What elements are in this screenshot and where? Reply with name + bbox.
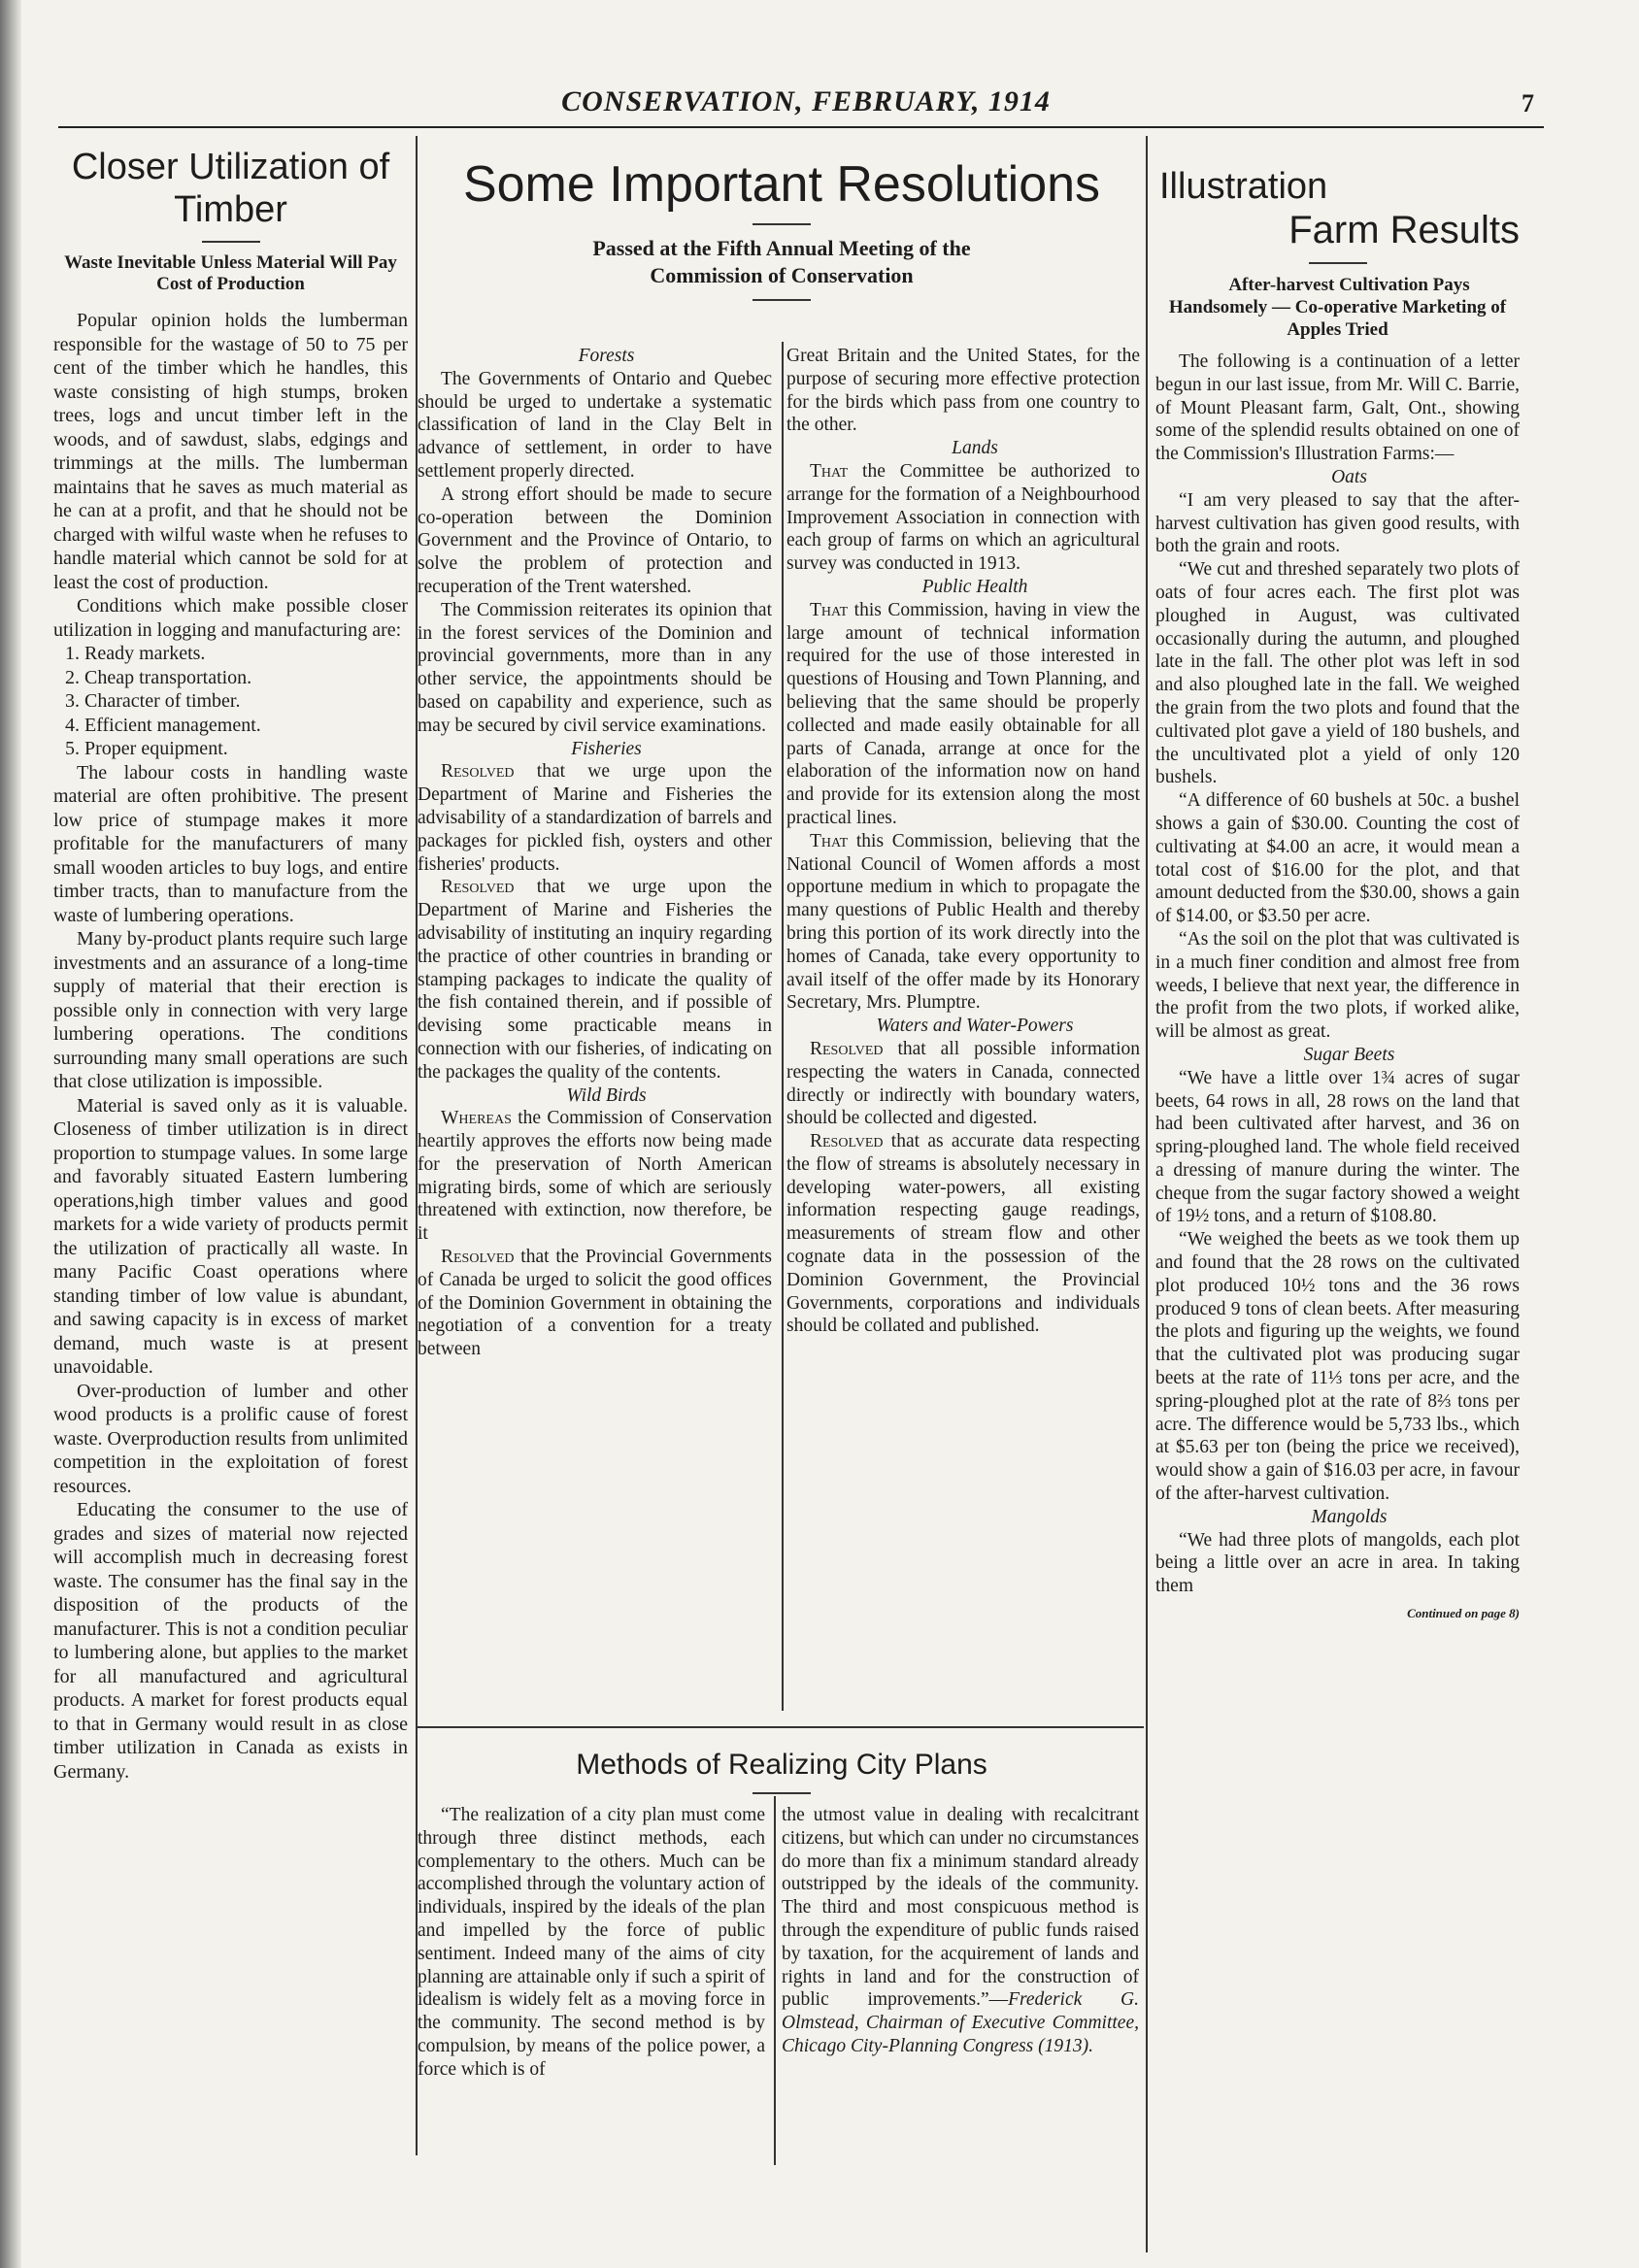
city-plans-headline: Methods of Realizing City Plans <box>576 1749 987 1781</box>
header-rule <box>58 126 1544 128</box>
birds-text-1: the Commission of Conservation heartily approves the efforts now being made for the preservation of North American migrating birds, some of which are seriously threatened with extinction, now therefore, be it <box>418 1108 772 1245</box>
lands-para-1 <box>786 460 1140 576</box>
lands-heading: Lands <box>952 438 998 459</box>
city-plans-header <box>422 1748 1141 1804</box>
oats-heading: Oats <box>1331 466 1367 487</box>
left-para-1: Popular opinion holds the lumberman responsible for the wastage of 50 to 75 per cent of the timber which he handles, this waste consisting of high stumps, broken trees, logs and uncut timber left in the woods, and of sawdust, slabs, edgings and trimmings at the mills. The lumberman maintains that he saves as much material as he can at a profit, and that he should not be charged with wilful waste when he refuses to handle material which cannot be sold for at least the cost of production. <box>53 310 408 593</box>
fisheries-heading: Fisheries <box>571 738 642 759</box>
public-health-heading: Public Health <box>921 576 1028 597</box>
left-list-item: 1. Ready markets. <box>84 642 408 666</box>
oats-para-4: “As the soil on the plot that was cultivated is in a much finer condition and almost free from weeds, I believe that next year, the difference in the profit from the two plots, if worked alike, will be almost as great. <box>1155 928 1520 1043</box>
waters-para-1 <box>786 1038 1140 1130</box>
resolved-lead: Resolved <box>441 761 515 783</box>
center-headline: Some Important Resolutions <box>462 156 1101 213</box>
running-head: CONSERVATION, FEBRUARY, 1914 <box>561 85 1051 117</box>
fisheries-text-1: that we urge upon the Department of Marine and Fisheries the advisability of a standardization of barrels and packages for pickled fish, oysters and other fisheries' products. <box>418 761 772 875</box>
left-para-4: Many by-product plants require such large investments and an assurance of a long-time supply of material that their erection is possible only in connection with very large lumbering operations. The conditions surrounding many small operations are such that close utilization is impossible. <box>53 928 408 1092</box>
page-edge-shadow <box>0 0 21 2268</box>
sugar-beets-heading: Sugar Beets <box>1303 1044 1395 1065</box>
left-list-item: 3. Character of timber. <box>84 689 408 714</box>
left-deck: Waste Inevitable Unless Material Will Pay Cost of Production <box>64 252 397 294</box>
waters-para-2 <box>786 1130 1140 1338</box>
wild-birds-heading: Wild Birds <box>566 1084 647 1106</box>
left-list-item: 5. Proper equipment. <box>84 737 408 761</box>
left-para-3: The labour costs in handling waste material are often prohibitive. The present low price of stumpage makes it more profitable for the manufacturers of many small wooden articles to buy logs, and entire timber tracts, than to manufacture from the waste of lumbering operations. <box>53 761 408 926</box>
beets-para-1: “We have a little over 1¾ acres of sugar beets, 64 rows in all, 28 rows on the land that had been cultivated after harvest, and 36 on spring-ploughed land. The whole field received a dressing of manure during the winter. The cheque from the sugar factory showed a weight of 19½ tons, and a return of $108.80. <box>1155 1067 1520 1227</box>
column-rule-4 <box>774 1796 776 2165</box>
left-list-item: 2. Cheap transportation. <box>84 666 408 690</box>
forests-heading: Forests <box>578 346 635 366</box>
lands-text-1: the Committee be authorized to arrange for the formation of a Neighbourhood Improvement Association in connection with each group of farms on which an agricultural survey was conducted in 1913. <box>786 460 1140 575</box>
city-plans-rule <box>753 1792 811 1794</box>
left-para-5: Material is saved only as it is valuable. Closeness of timber utilization is in direct proportion to stumpage values. In some large and favorably situated Eastern lumbering operations,high timber values and good markets for a wide variety of products permit the utilization of practically all waste. In many Pacific Coast operations where standing timber of low value is abundant, and sawing capacity is in excess of market demand, much waste is at present unavoidable. <box>53 1094 408 1378</box>
right-headline-line-2: Farm Results <box>1288 209 1520 251</box>
mangolds-para-1: “We had three plots of mangolds, each plot being a little over an acre in area. In taking them <box>1155 1529 1520 1597</box>
city-plans-column-left <box>418 1804 765 2082</box>
city-plans-attribution: Frederick G. Olmstead, Chairman of Executive Committee, Chicago City-Planning Congress (1913). <box>782 1989 1139 2056</box>
center-deck: Passed at the Fifth Annual Meeting of the Commission of Conservation <box>592 236 971 287</box>
page-number: 7 <box>1522 89 1534 117</box>
left-list-item: 4. Efficient management. <box>84 714 408 738</box>
fisheries-para-2 <box>418 876 772 1084</box>
column-rule-2 <box>1146 136 1148 2252</box>
mangolds-heading: Mangolds <box>1311 1506 1388 1527</box>
that-lead: That <box>810 460 849 482</box>
resolutions-column-left <box>418 345 772 1361</box>
forests-para-1: The Governments of Ontario and Quebec should be urged to undertake a systematic classification of land in the Clay Belt in advance of settlement, in order to have settlement properly directed. <box>418 368 772 482</box>
center-headline-rule <box>753 223 811 225</box>
birds-para-2 <box>418 1246 772 1361</box>
right-intro: The following is a continuation of a letter begun in our last issue, from Mr. Will C. Barrie, of Mount Pleasant farm, Galt, Ont., showing some of the splendid results obtained on one of the Commission's Illustration Farms:— <box>1155 351 1520 465</box>
resolved-lead: Resolved <box>810 1038 884 1059</box>
resolved-lead: Resolved <box>810 1131 884 1152</box>
fisheries-para-1 <box>418 760 772 876</box>
health-para-2 <box>786 830 1140 1015</box>
health-text-2: this Commission, believing that the National Council of Women affords a most opportune medium in which to propagate the many questions of Public Health and thereby bring this portion of its work directly into the homes of Canada, take every opportunity to avail itself of the offer made by its Honorary Secretary, Mrs. Plumptre. <box>786 830 1140 1014</box>
beets-para-2: “We weighed the beets as we took them up and found that the 28 rows on the cultivated plot produced 10½ tons and the 36 rows produced 9 tons of clean beets. After measuring the plots and figuring up the weights, we found that the cultivated plot was producing sugar beets at the rate of 11⅓ tons per acre, and the spring-ploughed plot at the rate of 8⅔ tons per acre. The difference would be 5,733 lbs., which at $5.63 per ton (being the price we received), would show a gain of $16.03 per acre, in favour of the after-harvest cultivation. <box>1155 1229 1520 1505</box>
city-plans-text-b <box>782 1804 1139 2058</box>
that-lead: That <box>810 830 849 851</box>
left-conditions-list <box>53 642 408 761</box>
resolved-lead: Resolved <box>441 877 515 898</box>
waters-text-2: that as accurate data respecting the flow of streams is absolutely necessary in developing water-powers, all existing information respecting gauge readings, measurements of stream flow and other cognate data in the possession of the Dominion Government, the Provincial Governments, corporations and individuals should be collated and published. <box>786 1131 1140 1337</box>
health-text-1: this Commission, having in view the large amount of technical information required for the use of those interested in questions of Housing and Town Planning, and believing that the same should be properly collected and made easily obtainable for all parts of Canada, arrange at once for the elaboration of the information now on hand and provide for its extension along the most practical lines. <box>786 599 1140 828</box>
left-article <box>53 146 408 1784</box>
left-headline-rule <box>202 241 260 243</box>
right-article <box>1155 165 1520 1625</box>
city-plans-text-a: “The realization of a city plan must come through three distinct methods, each complementary to the others. Much can be accomplished through the voluntary action of individuals, inspired by the ideals of the plan and impelled by the force of public sentiment. Indeed many of the aims of city planning are attainable only if such a spirit of idealism is widely felt as a moving force in the community. The second method is by compulsion, by means of the police power, a force which is of <box>418 1805 765 2080</box>
center-article-header <box>422 155 1141 311</box>
birds-text-2: that the Provincial Governments of Canada be urged to solicit the good offices of the Dominion Government in obtaining the negotiation of a convention for a treaty between <box>418 1247 772 1360</box>
birds-para-1 <box>418 1107 772 1246</box>
column-rule-3 <box>782 342 784 1711</box>
right-deck: After-harvest Cultivation Pays Handsomely — Co-operative Marketing of Apples Tried <box>1168 275 1507 340</box>
that-lead: That <box>810 599 849 620</box>
left-para-6: Over-production of lumber and other wood products is a prolific cause of forest waste. Overproduction results from unlimited competition in the exploitation of forest resources. <box>53 1380 408 1497</box>
city-plans-column-right <box>782 1804 1139 2058</box>
waters-text-1: that all possible information respecting the waters in Canada, connected directly or indirectly with boundary waters, should be collected and digested. <box>786 1038 1140 1129</box>
left-para-2: Conditions which make possible closer utilization in logging and manufacturing are: <box>53 595 408 641</box>
fisheries-text-2: that we urge upon the Department of Marine and Fisheries the advisability of instituting an inquiry regarding the practice of other countries in branding or stamping packages to indicate the quality of the fish contained therein, and if possible of devising some practicable means in connection with our fisheries, of indicating on the packages the quality of the contents. <box>418 877 772 1083</box>
left-para-7: Educating the consumer to the use of grades and sizes of material now rejected will accomplish much in decreasing forest waste. The consumer has the final say in the disposition of the products of the manufacturer. This is not a condition peculiar to lumbering alone, but applies to the market for all manufactured and agricultural products. A market for forest products equal to that in Germany would result in as close timber utilization in Canada as exists in Germany. <box>53 1499 408 1783</box>
resolutions-column-right <box>786 345 1140 1338</box>
birds-para-2-continued: Great Britain and the United States, for the purpose of securing more effective protection for the birds which pass from one country to the other. <box>786 346 1140 436</box>
left-headline: Closer Utilization of Timber <box>71 147 390 230</box>
section-rule <box>418 1726 1144 1728</box>
health-para-1 <box>786 599 1140 830</box>
city-plans-body-b: the utmost value in dealing with recalcitrant citizens, but which can under no circumstances do more than fix a minimum standard already outstripped by the ideals of the community. The third and most conspicuous method is through the expenditure of public funds raised by taxation, for the acquirement of lands and rights in land and for the construction of public improvements.”— <box>782 1805 1139 2011</box>
right-headline-line-1: Illustration <box>1159 166 1328 207</box>
forests-para-3: The Commission reiterates its opinion that in the forest services of the Dominion and provincial governments, more than in any other service, the appointments should be based on capability and experience, such as may be secured by civil service examinations. <box>418 599 772 736</box>
right-headline-rule <box>1309 262 1367 264</box>
oats-para-2: “We cut and threshed separately two plots of oats of four acres each. The first plot was ploughed in August, was cultivated occasionally during the autumn, and ploughed late in the fall. The other plot was left in sod and also ploughed late in the fall. We weighed the grain from the two plots and found that the cultivated plot gave a yield of 180 bushels, and the uncultivated plot a yield of only 120 bushels. <box>1155 559 1520 788</box>
continued-note: Continued on page 8) <box>1407 1606 1520 1621</box>
forests-para-2: A strong effort should be made to secure co-operation between the Dominion Government and the Province of Ontario, to solve the problem of protection and recuperation of the Trent watershed. <box>418 484 772 597</box>
whereas-lead: Whereas <box>441 1108 512 1129</box>
oats-para-1: “I am very pleased to say that the after-harvest cultivation has given good results, with both the grain and roots. <box>1155 489 1520 557</box>
waters-heading: Waters and Water-Powers <box>876 1016 1074 1037</box>
center-deck-rule <box>753 299 811 301</box>
resolved-lead: Resolved <box>441 1247 515 1268</box>
oats-para-3: “A difference of 60 bushels at 50c. a bushel shows a gain of $30.00. Counting the cost of cultivating at $4.00 an acre, it would mean a total cost of $16.00 for the plot, and that amount deducted from the $30.00, shows a gain of $14.00, or $3.50 per acre. <box>1155 790 1520 927</box>
